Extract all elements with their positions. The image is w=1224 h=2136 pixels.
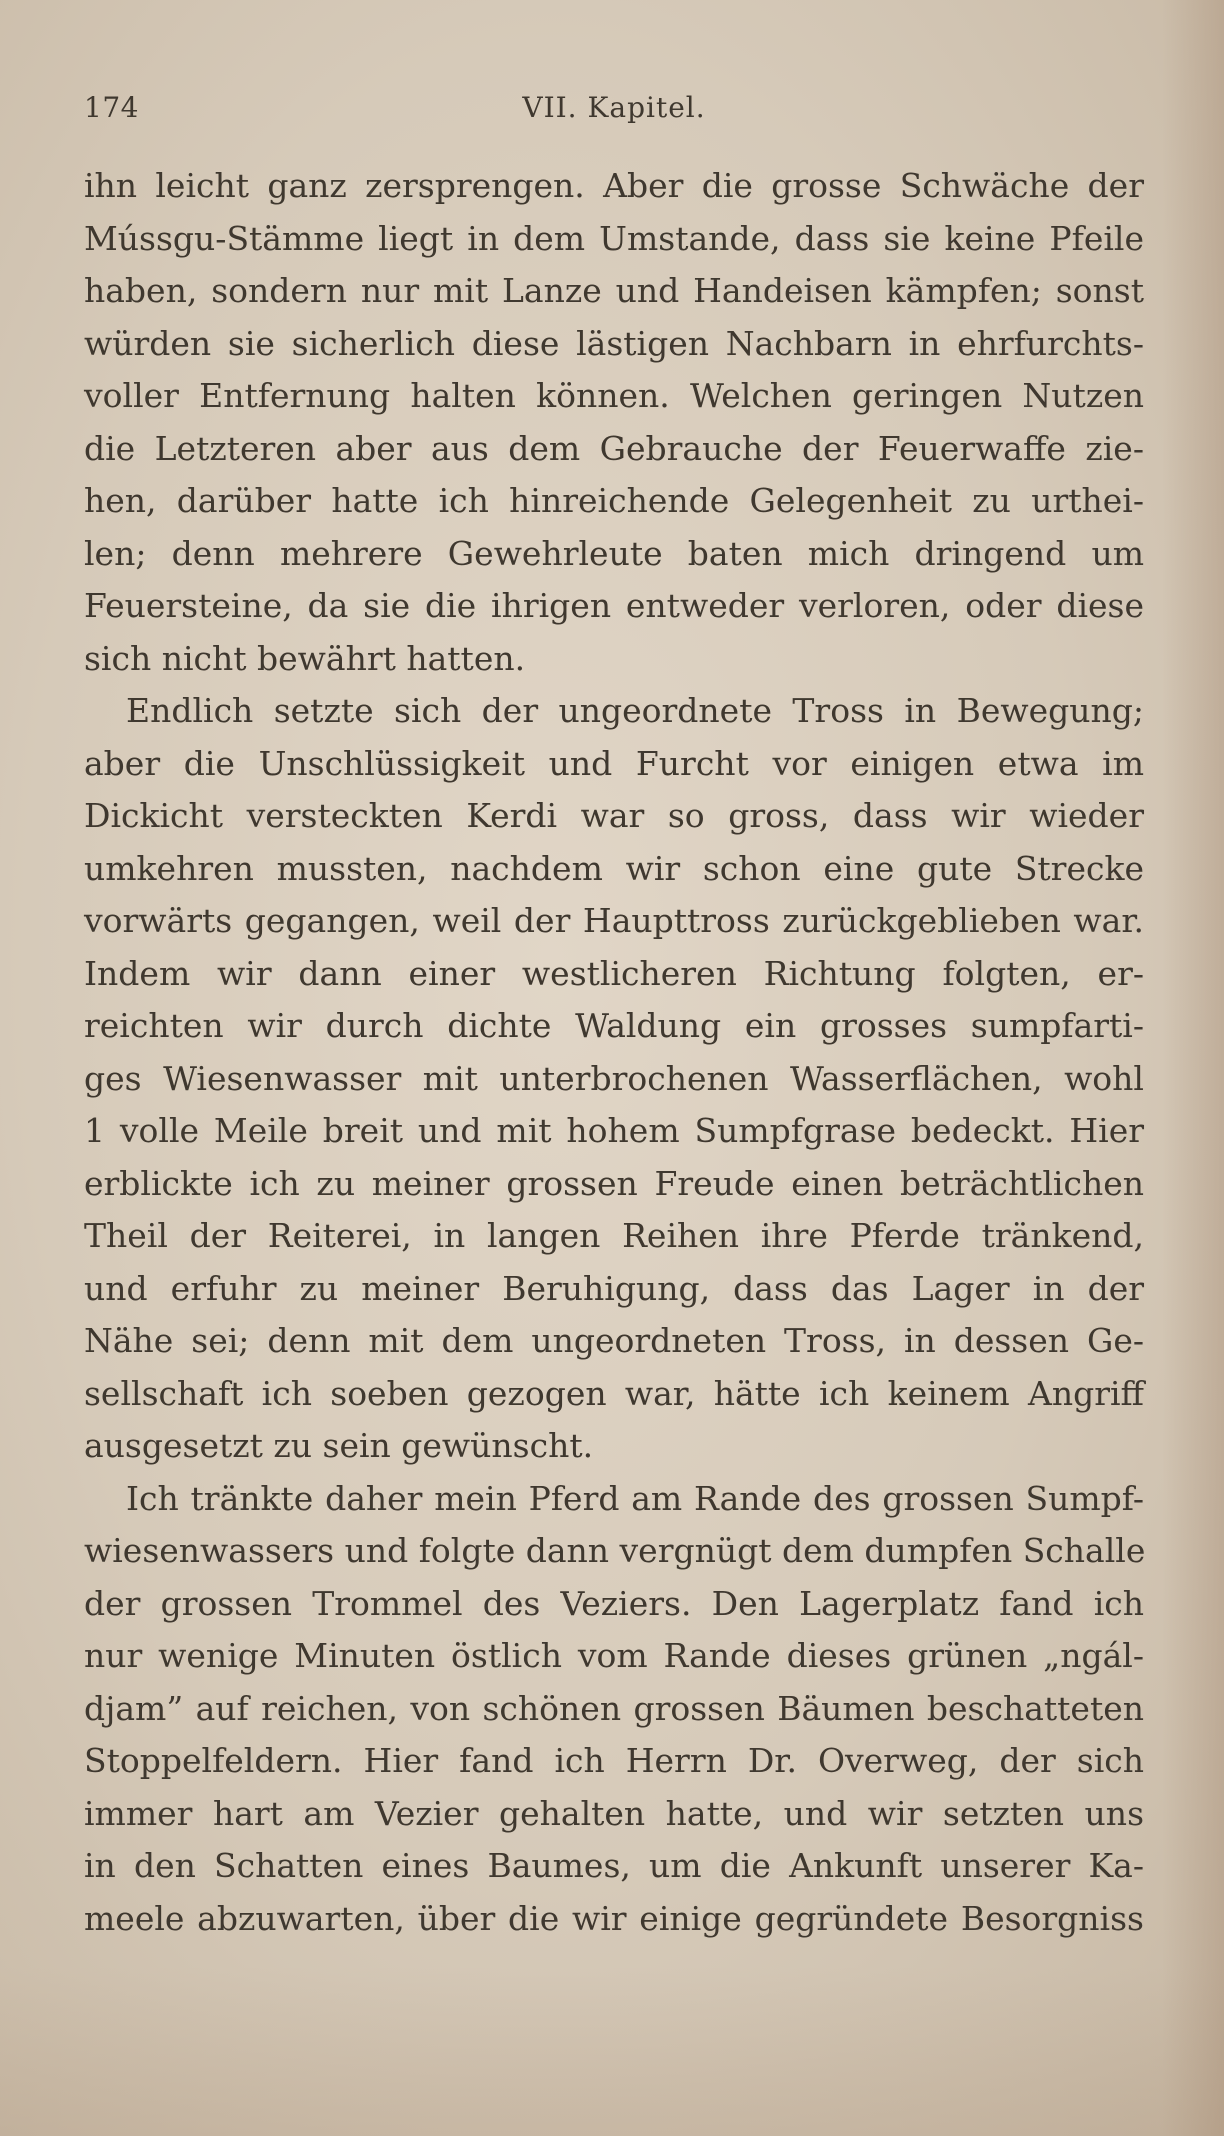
text-line: aber die Unschlüssigkeit und Furcht vor einigen etwa im — [84, 743, 1144, 783]
text-line: Dickicht versteckten Kerdi war so gross, dass wir wieder — [84, 796, 1144, 835]
text-line: sellschaft ich soeben gezogen war, hätte ich keinem Angriff — [84, 1373, 1144, 1413]
page-number: 174 — [84, 91, 139, 124]
text-line: Stoppelfeldern. Hier fand ich Herrn Dr. Overweg, der sich — [84, 1741, 1144, 1780]
text-line: vorwärts gegangen, weil der Haupttross zurückgeblieben war. — [84, 901, 1144, 940]
text-line: Feuersteine, da sie die ihrigen entweder verloren, oder diese — [84, 586, 1144, 625]
running-header — [84, 86, 1144, 130]
text-line: nur wenige Minuten östlich vom Rande dieses grünen „ngál- — [84, 1636, 1144, 1675]
chapter-title: VII. Kapitel. — [522, 91, 706, 124]
page-edge-shadow — [1162, 0, 1224, 2136]
text-line: Ich tränkte daher mein Pferd am Rande des grossen Sumpf- — [126, 1478, 1144, 1518]
text-line: in den Schatten eines Baumes, um die Ankunft unserer Ka- — [84, 1846, 1144, 1885]
text-line: Endlich setzte sich der ungeordnete Tross in Bewegung; — [126, 691, 1144, 730]
text-line: hen, darüber hatte ich hinreichende Gelegenheit zu urthei- — [84, 481, 1144, 520]
text-line: ihn leicht ganz zersprengen. Aber die grosse Schwäche der — [84, 166, 1144, 205]
text-line: reichten wir durch dichte Waldung ein grosses sumpfarti- — [84, 1006, 1144, 1045]
text-line: erblickte ich zu meiner grossen Freude einen beträchtlichen — [84, 1163, 1144, 1203]
text-line: würden sie sicherlich diese lästigen Nachbarn in ehrfurchts- — [84, 323, 1144, 363]
text-line: der grossen Trommel des Veziers. Den Lagerplatz fand ich — [84, 1583, 1144, 1623]
text-line: die Letzteren aber aus dem Gebrauche der Feuerwaffe zie- — [84, 428, 1144, 468]
text-line: und erfuhr zu meiner Beruhigung, dass das Lager in der — [84, 1268, 1144, 1308]
text-line: len; denn mehrere Gewehrleute baten mich dringend um — [84, 533, 1144, 573]
text-line: Theil der Reiterei, in langen Reihen ihre Pferde tränkend, — [84, 1216, 1144, 1255]
page-bottom-shade — [0, 1966, 1224, 2136]
text-line: wiesenwassers und folgte dann vergnügt dem dumpfen Schalle — [84, 1531, 1146, 1570]
text-line: sich nicht bewährt hatten. — [84, 638, 526, 678]
text-line: ausgesetzt zu sein gewünscht. — [84, 1426, 594, 1465]
text-line: meele abzuwarten, über die wir einige gegründete Besorgniss — [84, 1898, 1144, 1938]
text-line: Nähe sei; denn mit dem ungeordneten Tross, in dessen Ge- — [84, 1321, 1144, 1360]
text-line: Indem wir dann einer westlicheren Richtung folgten, er- — [84, 953, 1144, 993]
text-line: djam” auf reichen, von schönen grossen Bäumen beschatteten — [84, 1688, 1144, 1728]
text-line: voller Entfernung halten können. Welchen geringen Nutzen — [84, 376, 1144, 415]
text-line: umkehren mussten, nachdem wir schon eine gute Strecke — [84, 848, 1144, 888]
text-line: haben, sondern nur mit Lanze und Handeisen kämpfen; sonst — [84, 271, 1144, 310]
text-line: immer hart am Vezier gehalten hatte, und wir setzten uns — [84, 1793, 1144, 1833]
text-line: 1 volle Meile breit und mit hohem Sumpfgrase bedeckt. Hier — [84, 1111, 1144, 1150]
text-line: Mússgu-Stämme liegt in dem Umstande, dass sie keine Pfeile — [84, 218, 1144, 258]
body-text — [84, 160, 1144, 1945]
text-line: ges Wiesenwasser mit unterbrochenen Wasserflächen, wohl — [84, 1058, 1144, 1098]
